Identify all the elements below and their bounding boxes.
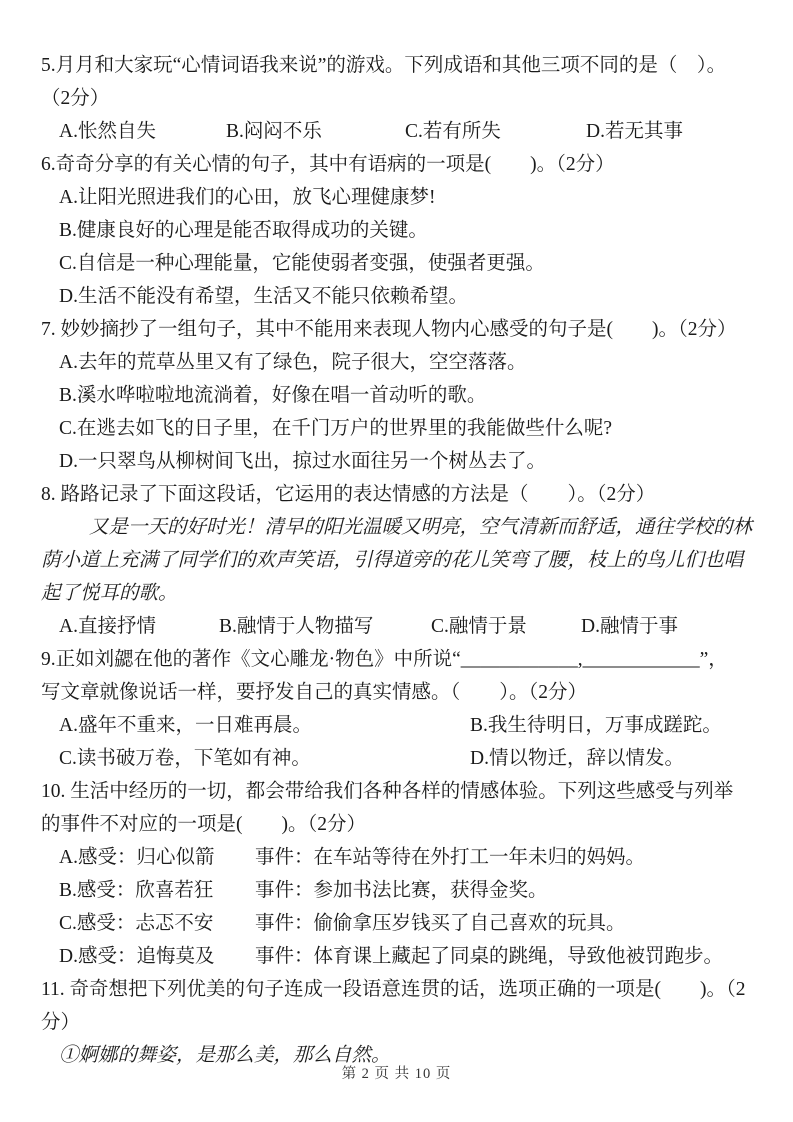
question-5-stem-line-1: 5.月月和大家玩“心情词语我来说”的游戏。下列成语和其他三项不同的是（ ）。 <box>41 55 727 76</box>
question-10-stem-line-2: 的事件不对应的一项是( )。（2分） <box>41 814 366 835</box>
question-11-stem-line-2: 分） <box>41 1012 81 1033</box>
q6-option-d: D.生活不能没有希望，生活又不能只依赖希望。 <box>59 286 468 307</box>
q10-option-d-feeling: D.感受：追悔莫及 <box>59 946 215 967</box>
q9-option-c: C.读书破万卷，下笔如有神。 <box>59 748 311 769</box>
q8-option-d: D.融情于事 <box>581 616 678 637</box>
q10-option-a-feeling: A.感受：归心似箭 <box>59 847 215 868</box>
page-number-footer: 第 2 页 共 10 页 <box>341 1066 452 1082</box>
question-8-options <box>41 610 759 643</box>
q10-option-b <box>41 874 759 907</box>
q7-option-c: C.在逃去如飞的日子里，在千门万户的世界里的我能做些什么呢? <box>59 418 613 439</box>
q9-option-b: B.我生待明日，万事成蹉跎。 <box>470 715 722 736</box>
q5-option-c: C.若有所失 <box>405 121 501 142</box>
q11-sentence-1: ①婀娜的舞姿，是那么美，那么自然。 <box>59 1045 391 1066</box>
q9-option-a: A.盛年不重来，一日难再晨。 <box>59 715 312 736</box>
q6-option-c: C.自信是一种心理能量，它能使弱者变强，使强者更强。 <box>59 253 545 274</box>
q10-option-b-event: 事件：参加书法比赛，获得金奖。 <box>255 880 548 901</box>
q10-option-c-feeling: C.感受：忐忑不安 <box>59 913 214 934</box>
question-9-options-row-1 <box>41 709 759 742</box>
question-8-stem: 8. 路路记录了下面这段话，它运用的表达情感的方法是（ ）。（2分） <box>41 484 656 505</box>
q8-option-b: B.融情于人物描写 <box>219 616 374 637</box>
q8-option-c: C.融情于景 <box>431 616 527 637</box>
q5-option-a: A.怅然自失 <box>59 121 156 142</box>
q10-option-c <box>41 907 759 940</box>
q7-option-b: B.溪水哗啦啦地流淌着，好像在唱一首动听的歌。 <box>59 385 487 406</box>
question-9-stem-line-2: 写文章就像说话一样，要抒发自己的真实情感。（ ）。（2分） <box>41 682 588 703</box>
q6-option-b: B.健康良好的心理是能否取得成功的关键。 <box>59 220 428 241</box>
question-10-stem-line-1: 10. 生活中经历的一切，都会带给我们各种各样的情感体验。下列这些感受与列举 <box>41 781 734 802</box>
q10-option-a <box>41 841 759 874</box>
q7-option-d: D.一只翠鸟从柳树间飞出，掠过水面往另一个树丛去了。 <box>59 451 546 472</box>
question-7-stem: 7. 妙妙摘抄了一组句子，其中不能用来表现人物内心感受的句子是( )。（2分） <box>41 319 737 340</box>
q10-option-c-event: 事件：偷偷拿压岁钱买了自己喜欢的玩具。 <box>255 913 626 934</box>
question-11-stem-line-1: 11. 奇奇想把下列优美的句子连成一段语意连贯的话，选项正确的一项是( )。（2 <box>41 979 746 1000</box>
q8-passage-line-2: 荫小道上充满了同学们的欢声笑语，引得道旁的花儿笑弯了腰，枝上的鸟儿们也唱 <box>41 550 744 571</box>
question-9-options-row-2 <box>41 742 759 775</box>
question-5-stem-line-2: （2分） <box>41 88 110 109</box>
q8-passage-line-1: 又是一天的好时光！清早的阳光温暖又明亮，空气清新而舒适，通往学校的林 <box>89 517 753 538</box>
q5-option-b: B.闷闷不乐 <box>226 121 322 142</box>
q5-option-d: D.若无其事 <box>586 121 683 142</box>
q10-option-b-feeling: B.感受：欣喜若狂 <box>59 880 214 901</box>
question-5-options <box>41 115 759 148</box>
q8-passage-line-3: 起了悦耳的歌。 <box>41 583 178 604</box>
q10-option-a-event: 事件：在车站等待在外打工一年未归的妈妈。 <box>255 847 646 868</box>
q6-option-a: A.让阳光照进我们的心田，放飞心理健康梦! <box>59 187 436 208</box>
q8-option-a: A.直接抒情 <box>59 616 156 637</box>
q10-option-d-event: 事件：体育课上藏起了同桌的跳绳，导致他被罚跑步。 <box>255 946 724 967</box>
question-9-stem-line-1: 9.正如刘勰在他的著作《文心雕龙·物色》中所说“____________,____________”， <box>41 649 728 670</box>
question-6-stem: 6.奇奇分享的有关心情的句子，其中有语病的一项是( )。（2分） <box>41 154 615 175</box>
q9-option-d: D.情以物迁，辞以情发。 <box>470 748 684 769</box>
q7-option-a: A.去年的荒草丛里又有了绿色，院子很大，空空落落。 <box>59 352 527 373</box>
q10-option-d <box>41 940 759 973</box>
